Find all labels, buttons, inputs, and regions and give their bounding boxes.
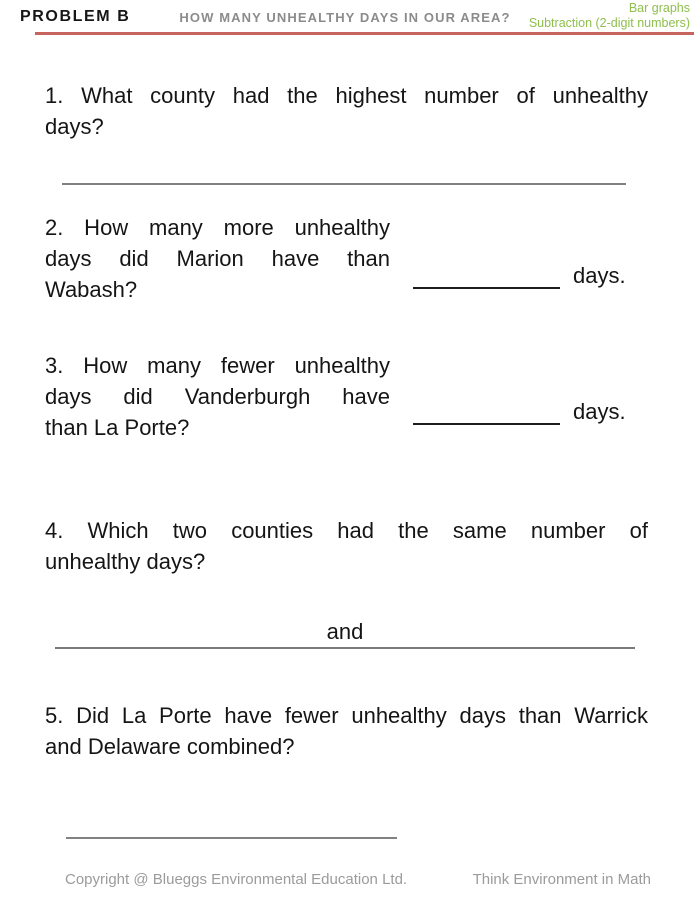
question-5-line-2: and Delaware combined? xyxy=(45,734,295,759)
topic-tags xyxy=(529,1,690,31)
worksheet-title: HOW MANY UNHEALTHY DAYS IN OUR AREA? xyxy=(179,10,511,25)
question-4-line-2: unhealthy days? xyxy=(45,549,206,574)
problem-label: PROBLEM B xyxy=(20,8,131,25)
question-2-line-1: 2. How many more unhealthy xyxy=(45,215,390,240)
question-2-line-3: Wabash? xyxy=(45,277,138,302)
question-5-answer-line xyxy=(66,837,397,839)
question-4-answer-line xyxy=(55,647,635,649)
question-4-line-1: 4. Which two counties had the same number of xyxy=(45,518,648,543)
question-1 xyxy=(45,80,648,142)
question-2-line-2: days did Marion have than xyxy=(45,246,390,271)
topic-bar-graphs-label: Bar graphs xyxy=(628,1,690,15)
question-2 xyxy=(45,212,390,305)
question-4 xyxy=(45,515,648,577)
question-4-connector-and: and xyxy=(326,619,364,644)
question-3-line-3: than La Porte? xyxy=(45,415,190,440)
question-3-answer-blank xyxy=(413,423,560,425)
question-3 xyxy=(45,350,390,443)
question-1-line-2: days? xyxy=(45,114,104,139)
question-1-answer-line xyxy=(62,183,626,185)
question-3-line-1: 3. How many fewer unhealthy xyxy=(45,353,390,378)
footer-brand: Think Environment in Math xyxy=(472,871,651,888)
question-5-line-1: 5. Did La Porte have fewer unhealthy days than Warrick xyxy=(45,703,648,728)
question-5 xyxy=(45,700,648,762)
header-rule xyxy=(35,32,694,35)
footer-copyright: Copyright @ Blueggs Environmental Education Ltd. xyxy=(65,871,408,888)
question-2-answer-suffix: days. xyxy=(573,263,626,288)
topic-subtraction-label: Subtraction (2-digit numbers) xyxy=(528,16,690,30)
question-3-line-2: days did Vanderburgh have xyxy=(45,384,390,409)
question-2-answer-blank xyxy=(413,287,560,289)
question-3-answer-suffix: days. xyxy=(573,399,626,424)
question-1-line-1: 1. What county had the highest number of unhealthy xyxy=(45,83,648,108)
